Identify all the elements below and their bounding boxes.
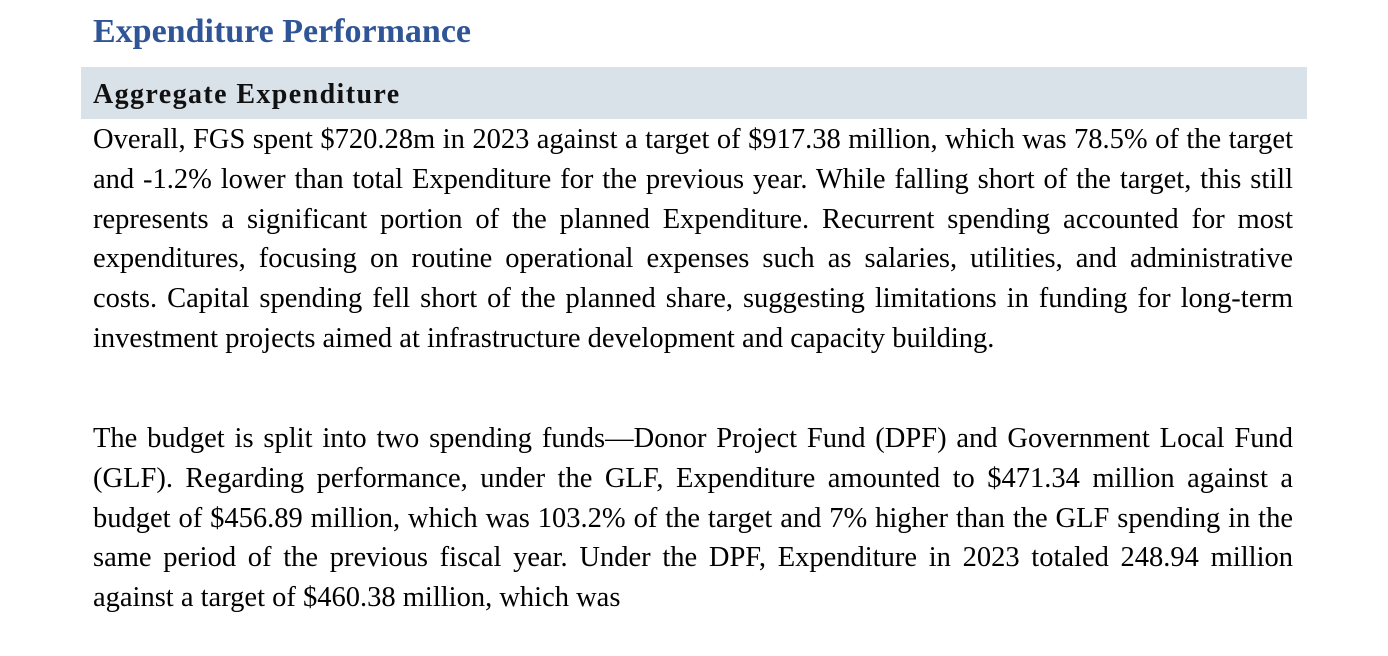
body-paragraph-funds: The budget is split into two spending funds—Donor Project Fund (DPF) and Government Local Fund (GLF). Regarding performance, under the GLF, Expenditure amounted to $471.34 million against a budget of $456.89 million, which was 103.2% of the target and 7% higher than the GLF spending in the same period of the previous fiscal year. Under the DPF, Expenditure in 2023 totaled 248.94 million against a target of $460.38 million, which was (93, 423, 1293, 614)
subsection-heading: Aggregate Expenditure (93, 79, 401, 110)
body-paragraph-aggregate: Overall, FGS spent $720.28m in 2023 against a target of $917.38 million, which was 78.5% of the target and -1.2% lower than total Expenditure for the previous year. While falling short of the target, this still represents a significant portion of the planned Expenditure. Recurrent spending accounted for most expenditures, focusing on routine operational expenses such as salaries, utilities, and administrative costs. Capital spending fell short of the planned share, suggesting limitations in funding for long-term investment projects aimed at infrastructure development and capacity building. (93, 124, 1293, 354)
section-heading: Expenditure Performance (93, 13, 472, 50)
